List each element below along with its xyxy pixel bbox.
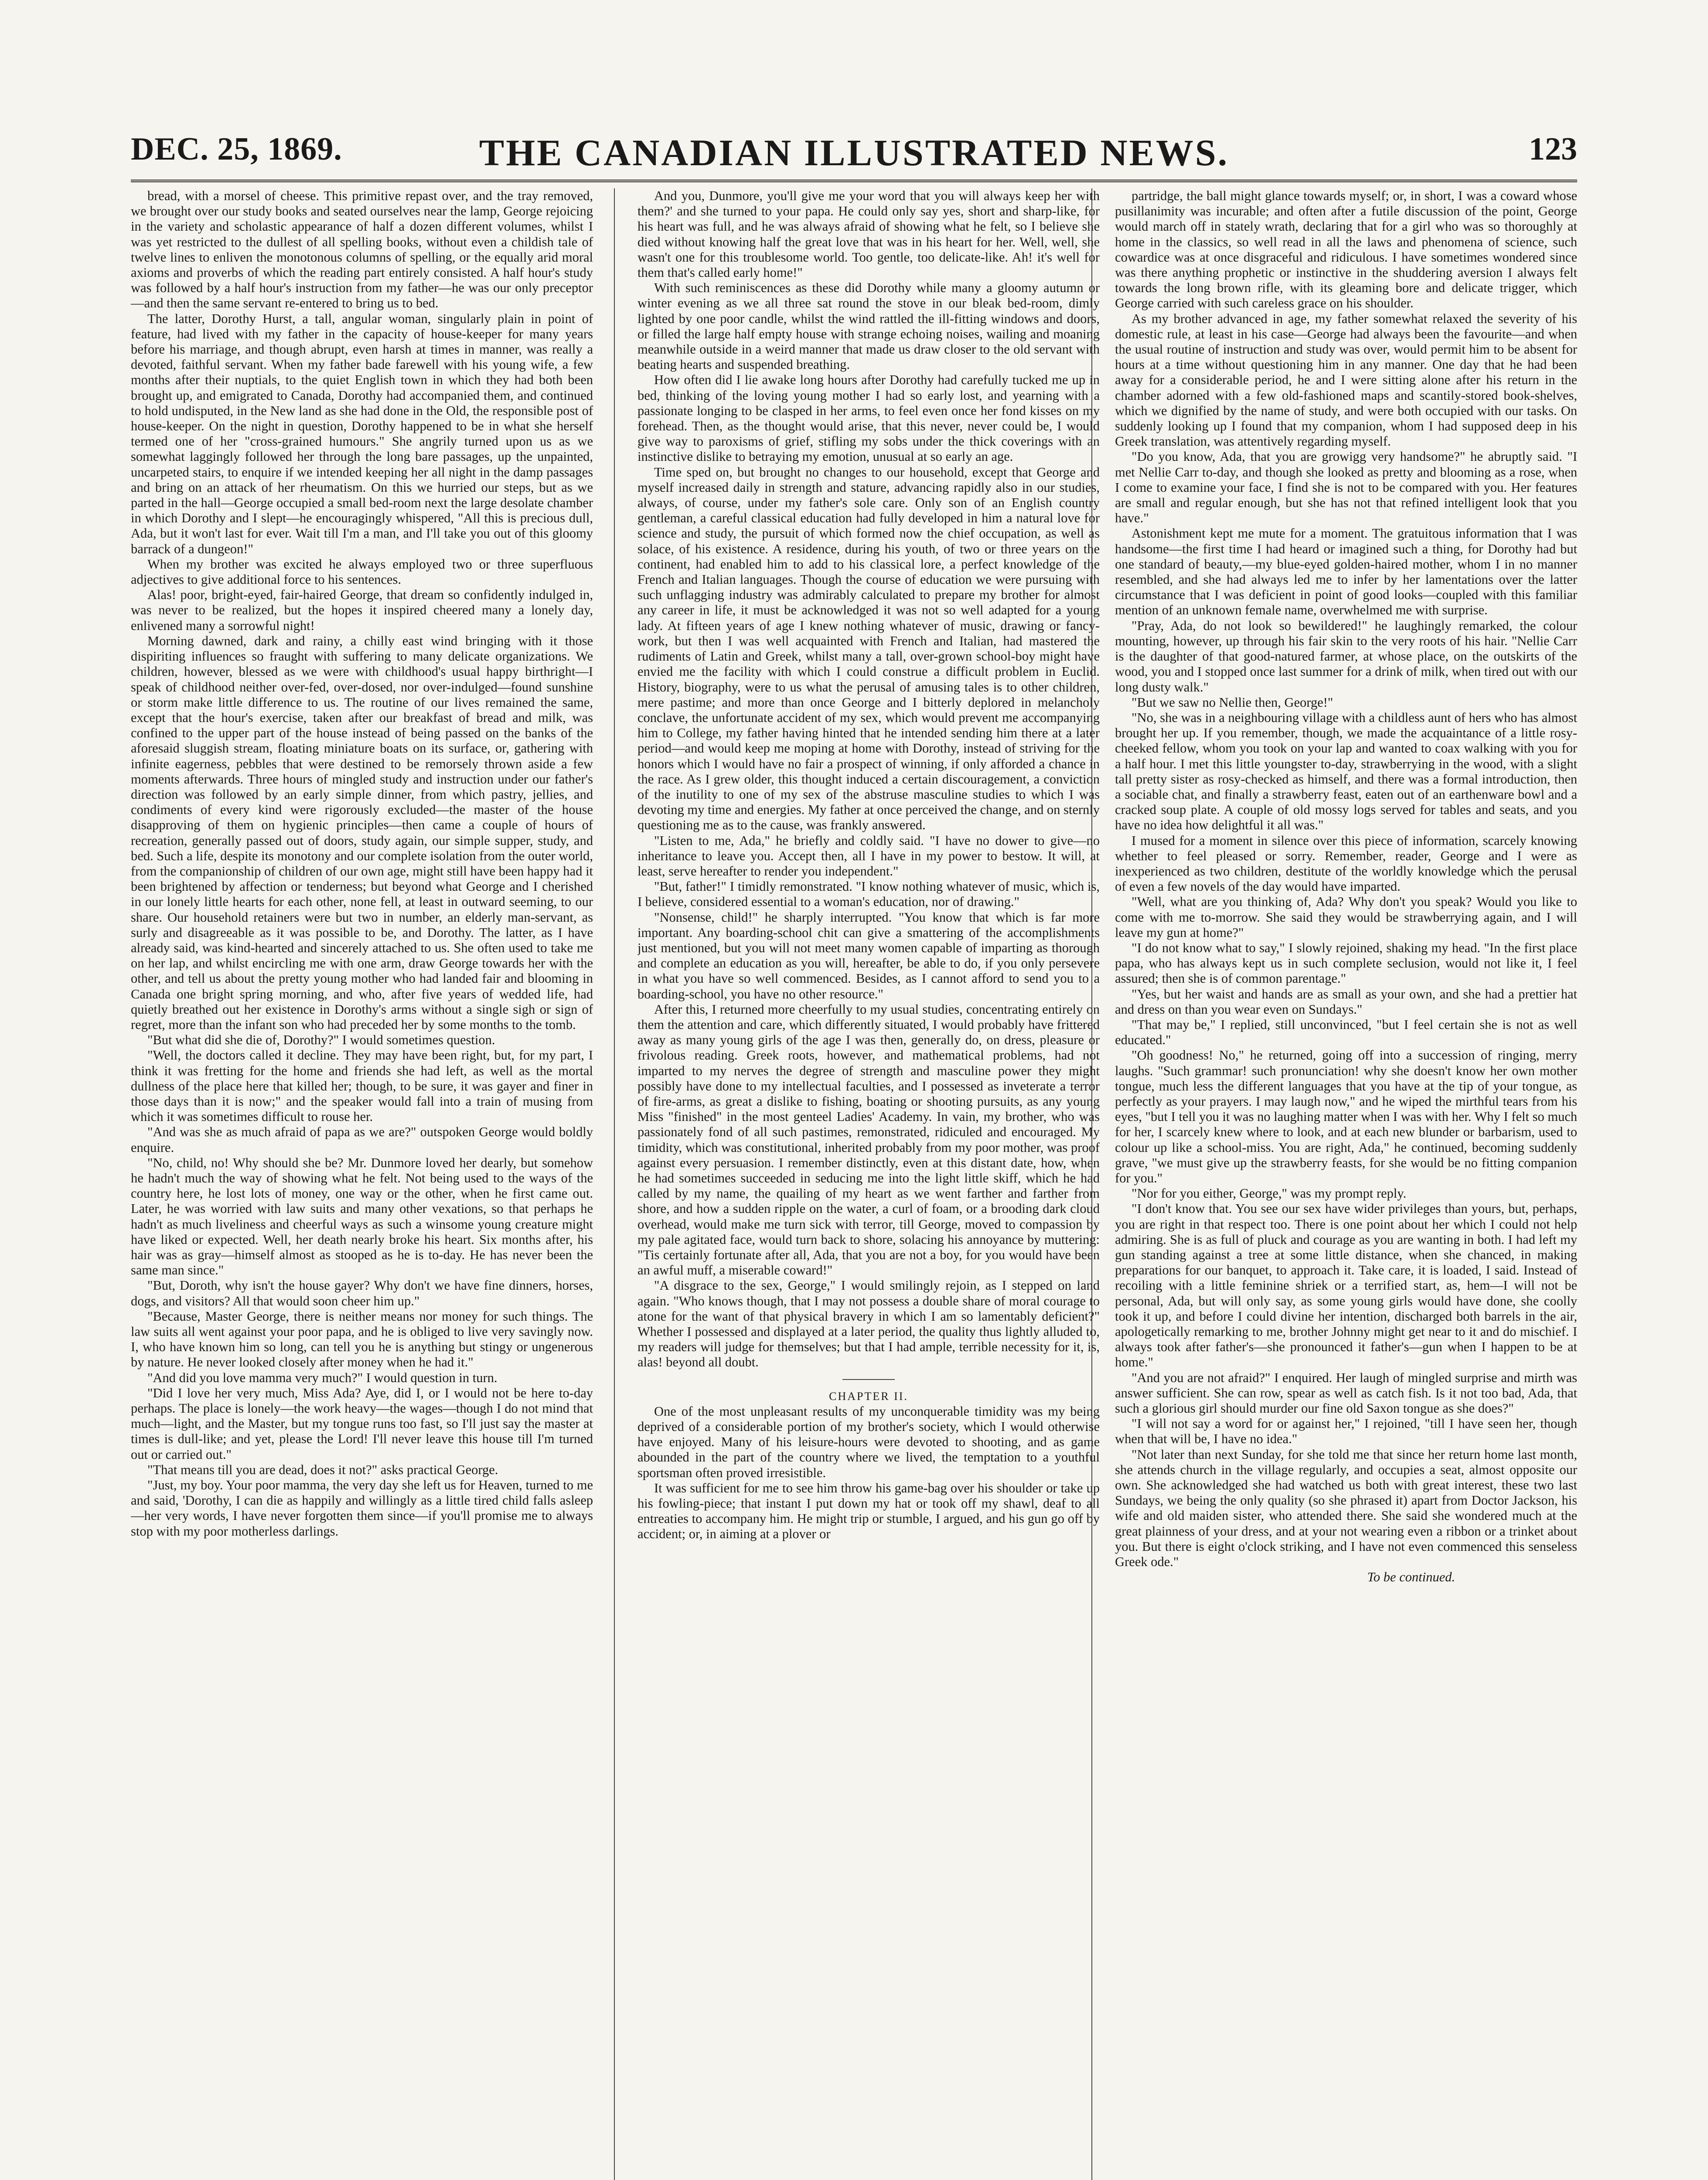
paragraph: With such reminiscences as these did Dorothy while many a gloomy autumn or winter evening as we all three sat round the stove in our bleak bed-room, dimly lighted by one poor candle, whilst the wind rattled the ill-fitting windows and doors, or filled the large half empty house with strange echoing noises, wailing and moaning meanwhile outside in a weird manner that made us draw closer to the old servant with beating hearts and suspended breathing. bbox=[638, 280, 1100, 372]
paragraph: "Yes, but her waist and hands are as small as your own, and she had a prettier hat and dress on than you wear even on Sundays." bbox=[1115, 986, 1577, 1017]
paragraph: "And you are not afraid?" I enquired. Her laugh of mingled surprise and mirth was answer sufficient. She can row, spear as well as catch fish. Is it not too bad, Ada, that such a glorious girl should murder our fine old Saxon tongue as she does?" bbox=[1115, 1370, 1577, 1416]
column-3 bbox=[1115, 188, 1577, 2180]
paragraph: Time sped on, but brought no changes to our household, except that George and myself increased daily in strength and stature, advancing rapidly also in our studies, always, of course, under my father's sole care. Only son of an English country gentleman, a careful classical education had fully developed in him a natural love for science and study, the pursuit of which formed now the chief occupation, as well as solace, of his existence. A residence, during his youth, of two or three years on the continent, had enabled him to add to his classical lore, a perfect knowledge of the French and Italian languages. Though the course of education we were pursuing with such unflagging industry was admirably calculated to prepare my brother for almost any career in life, it must be acknowledged it was not so well adapted for a young lady. At fifteen years of age I knew nothing whatever of music, drawing or fancy-work, but then I was well acquainted with French and Italian, had mastered the rudiments of Latin and Greek, whilst many a tall, over-grown school-boy might have envied me the facility with which I could construe a difficult problem in Euclid. History, biography, were to us what the perusal of amusing tales is to other children, mere pastime; and more than once George and I bitterly deplored in melancholy conclave, the unfortunate accident of my sex, which would prevent me accompanying him to College, my father having hinted that he intended sending him there at a later period—and would keep me moping at home with Dorothy, instead of striving for the honors which I would have no fair a prospect of winning, if only afforded a chance in the race. As I grew older, this thought induced a certain discouragement, a conviction of the inutility to one of my sex of the abstruse masculine studies to which I was devoting my time and energies. My father at once perceived the change, and on sternly questioning me as to the cause, was frankly answered. bbox=[638, 464, 1100, 833]
paragraph: bread, with a morsel of cheese. This primitive repast over, and the tray removed, we brought over our study books and seated ourselves near the lamp, George rejoicing in the variety and scholastic appearance of half a dozen different volumes, whilst I was yet restricted to the dullest of all spelling books, without even a childish tale of twelve lines to enliven the monotonous columns of spelling, or the equally arid moral axioms and proverbs of which the reading part entirely consisted. A half hour's study was followed by a half hour's instruction from my father—he was our only preceptor—and then the same servant re-entered to bring us to bed. bbox=[131, 188, 593, 311]
paragraph: Astonishment kept me mute for a moment. The gratuitous information that I was handsome—the first time I had heard or imagined such a thing, for Dorothy had but one standard of beauty,—my blue-eyed golden-haired mother, whom I in no manner resembled, and she had always led me to infer by her lamentations over the latter circumstance that I was deficient in point of good looks—coupled with this familiar mention of an unknown female name, overwhelmed me with surprise. bbox=[1115, 526, 1577, 618]
paragraph: One of the most unpleasant results of my unconquerable timidity was my being deprived of a considerable portion of my brother's society, which I would otherwise have enjoyed. Many of his leisure-hours were devoted to shooting, and as game abounded in the part of the country where we lived, the temptation to a youthful sportsman often proved irresistible. bbox=[638, 1403, 1100, 1480]
paragraph: "Nonsense, child!" he sharply interrupted. "You know that which is far more important. Any boarding-school chit can give a smattering of the accomplishments just mentioned, but you will not meet many women capable of imparting as thorough and complete an education as you will, hereafter, be able to do, if you only persevere in what you have so well commenced. Besides, as I cannot afford to send you to a boarding-school, you have no other resource." bbox=[638, 909, 1100, 1001]
paragraph: "Not later than next Sunday, for she told me that since her return home last month, she attends church in the village regularly, and occupies a seat, almost opposite our own. She acknowledged she had watched us both with great interest, these two last Sundays, we being the only quality (so she phrased it) apart from Doctor Jackson, his wife and old maiden sister, who attended there. She said she wondered much at the great plainness of your dress, and at your not wearing even a ribbon or a trinket about you. But there is eight o'clock striking, and I have not even commenced this senseless Greek ode." bbox=[1115, 1447, 1577, 1570]
paragraph: "A disgrace to the sex, George," I would smilingly rejoin, as I stepped on land again. "Who knows though, that I may not possess a double share of moral courage to atone for the want of that physical bravery in which I am so lamentably deficient?" Whether I possessed and displayed at a later period, the quality thus lightly alluded to, my readers will judge for themselves; but that I had ample, terrible necessity for it, is, alas! beyond all doubt. bbox=[638, 1278, 1100, 1370]
newspaper-title: THE CANADIAN ILLUSTRATED NEWS. bbox=[479, 132, 1229, 174]
text-columns bbox=[131, 188, 1577, 2180]
paragraph: "Just, my boy. Your poor mamma, the very day she left us for Heaven, turned to me and said, 'Dorothy, I can die as happily and willingly as a little tired child falls asleep—her very words, I have never forgotten them since—if you'll promise me to always stop with my poor motherless darlings. bbox=[131, 1478, 593, 1539]
page-number: 123 bbox=[1529, 131, 1577, 167]
paragraph: "I don't know that. You see our sex have wider privileges than yours, but, perhaps, you are right in that respect too. There is one point about her which I could not help admiring. She is as full of pluck and courage as you are wanting in both. I had left my gun standing against a tree at some little distance, when she chanced, in making preparations for our banquet, to approach it. Take care, it is loaded, I said. Instead of recoiling with a little feminine shriek or a terrified start, as, hem—I will not be personal, Ada, but will only say, as some young girls would have done, she coolly took it up, and before I could divine her intention, discharged both barrels in the air, apologetically remarking to me, brother Johnny might get near to it and do mischief. I always took after father's—she pronounced it father's—gun when I happen to be at home." bbox=[1115, 1201, 1577, 1370]
paragraph: "That means till you are dead, does it not?" asks practical George. bbox=[147, 1462, 498, 1477]
paragraph: partridge, the ball might glance towards myself; or, in short, I was a coward whose pusillanimity was incurable; and often after a futile discussion of the point, George would march off in stately wrath, declaring that for a girl who was so thoroughly at home in the classics, so well read in all the laws and phenomena of science, such cowardice was at once disgraceful and ridiculous. I have sometimes wondered since was there anything prophetic or instinctive in the shuddering aversion I always felt towards the long brown rifle, with its gleaming bore and delicate trigger, which George carried with such careless grace on his shoulder. bbox=[1115, 188, 1577, 311]
paragraph: "Well, the doctors called it decline. They may have been right, but, for my part, I think it was fretting for the home and friends she had left, as well as the mortal dullness of the place here that killed her; though, to be sure, it was gayer and finer in those days than it is now;" and the speaker would fall into a train of musing from which it was sometimes difficult to rouse her. bbox=[131, 1048, 593, 1124]
paragraph: How often did I lie awake long hours after Dorothy had carefully tucked me up in bed, thinking of the loving young mother I had so early lost, and yearning with a passionate longing to be clasped in her arms, to feel even once her fond kisses on my forehead. Then, as the thought would arise, that this never, never could be, I would give way to paroxisms of grief, stifling my sobs under the thick coverings with an instinctive dislike to betraying my emotion, unusual at so early an age. bbox=[638, 372, 1100, 464]
paragraph: As my brother advanced in age, my father somewhat relaxed the severity of his domestic rule, at least in his case—George had always been the favourite—and when the usual routine of instruction and study was over, would permit him to be absent for hours at a time without questioning him in any manner. One day that he had been away for a considerable period, he and I were sitting alone after his return in the chamber adorned with a few old-fashioned maps and scantily-stored book-shelves, which we dignified by the name of study, and were both occupied with our tasks. On suddenly looking up I found that my companion, whom I had supposed deep in his Greek translation, was attentively regarding myself. bbox=[1115, 311, 1577, 449]
paragraph: "That may be," I replied, still unconvinced, "but I feel certain she is not as well educated." bbox=[1115, 1017, 1577, 1048]
paragraph: When my brother was excited he always employed two or three superfluous adjectives to give additional force to his sentences. bbox=[131, 556, 593, 587]
column-separator bbox=[1091, 188, 1092, 2180]
issue-date: DEC. 25, 1869. bbox=[131, 131, 342, 167]
paragraph: The latter, Dorothy Hurst, a tall, angular woman, singularly plain in point of feature, had lived with my father in the capacity of house-keeper for many years before his marriage, and though abrupt, even harsh at times in manner, was really a devoted, faithful servant. When my father bade farewell with his young wife, a few months after their nuptials, to the quiet English town in which they had both been brought up, and emigrated to Canada, Dorothy had accompanied them, and continued to hold undisputed, in the New land as she had done in the Old, the responsible post of house-keeper. On the night in question, Dorothy happened to be in what she herself termed one of her "cross-grained humours." She angrily turned upon us as we somewhat laggingly followed her through the long bare passages, up the unpainted, uncarpeted stairs, to enquire if we intended keeping her all night in the damp passages and bring on an attack of her rheumatism. On this we hurried our steps, but as we parted in the hall—George occupied a small bed-room next the large desolate chamber in which Dorothy and I slept—he encouragingly whispered, "All this is precious dull, Ada, but it won't last for ever. Wait till I'm a man, and I'll take you out of this gloomy barrack of a dungeon!" bbox=[131, 311, 593, 556]
paragraph: "Because, Master George, there is neither means nor money for such things. The law suits all went against your poor papa, and he is obliged to live very savingly now. I, who have known him so long, can tell you he is anything but stingy or ungenerous by nature. He never looked closely after money when he had it." bbox=[131, 1308, 593, 1370]
column-2 bbox=[638, 188, 1100, 2180]
paragraph: "Listen to me, Ada," he briefly and coldly said. "I have no dower to give—no inheritance to leave you. Accept then, all I have in my power to bestow. It will, at least, serve hereafter to render you independent." bbox=[638, 833, 1100, 879]
masthead-rule bbox=[131, 180, 1577, 182]
paragraph: "Did I love her very much, Miss Ada? Aye, did I, or I would not be here to-day perhaps. The place is lonely—the work heavy—the wages—though I do not mind that much—light, and the Master, but my tongue runs too fast, so I'll just say the master at times is dull-like; and yet, please the Lord! I'll never leave this house till I'm turned out or carried out." bbox=[131, 1385, 593, 1462]
paragraph: Morning dawned, dark and rainy, a chilly east wind bringing with it those dispiriting influences so fraught with suffering to many delicate organizations. We children, however, blessed as we were with childhood's usual happy birthright—I speak of childhood neither over-fed, over-dosed, nor over-indulged—found sunshine or storm make little difference to us. The routine of our lives remained the same, except that the hour's exercise, taken after our breakfast of bread and milk, was confined to the upper part of the house instead of being passed on the banks of the aforesaid sluggish stream, floating miniature boats on its surface, or, gathering with infinite eagerness, pebbles that were destined to be remorsely thrown aside a few moments afterwards. Three hours of mingled study and instruction under our father's direction was followed by an early simple dinner, from which pastry, jellies, and condiments of every kind were rigorously excluded—the master of the house disapproving of them on hygienic principles—then came a couple of hours of recreation, generally passed out of doors, study again, our simple supper, study, and bed. Such a life, despite its monotony and our complete isolation from the outer world, from the companionship of children of our own age, might still have been happy had it been brightened by affection or tenderness; but beyond what George and I cherished in our lonely little hearts for each other, none fell, at least in outward seeming, to our share. Our household retainers were but two in number, an elderly man-servant, as surly and disagreeable as it was possible to be, and Dorothy. The latter, as I have already said, was kind-hearted and sincerely attached to us. She often used to take me on her lap, and whilst encircling me with one arm, draw George towards her with the other, and tell us about the pretty young mother who had landed fair and blooming in Canada one bright spring morning, and who, after five years of wedded life, had quietly breathed out her existence in Dorothy's arms without a single sigh or sign of regret, more than the infant son who had preceded her by some months to the tomb. bbox=[131, 633, 593, 1032]
paragraph: "And did you love mamma very much?" I would question in turn. bbox=[147, 1370, 498, 1385]
paragraph: "I do not know what to say," I slowly rejoined, shaking my head. "In the first place papa, who has always kept us in such complete seclusion, would not like it, I feel assured; then she is of common parentage." bbox=[1115, 940, 1577, 986]
paragraph: "Nor for you either, George," was my prompt reply. bbox=[1132, 1186, 1407, 1201]
paragraph: It was sufficient for me to see him throw his game-bag over his shoulder or take up his fowling-piece; that instant I put down my hat or took off my shawl, deaf to all entreaties to accompany him. He might trip or stumble, I argued, and his gun go off by accident; or, in aiming at a plover or bbox=[638, 1480, 1100, 1542]
paragraph: I mused for a moment in silence over this piece of information, scarcely knowing whether to feel pleased or sorry. Remember, reader, George and I were as inexperienced as two children, destitute of the worldly knowledge which the perusal of even a few novels of the day would have imparted. bbox=[1115, 833, 1577, 894]
paragraph: "Do you know, Ada, that you are growigg very handsome?" he abruptly said. "I met Nellie Carr to-day, and though she looked as pretty and blooming as a rose, when I come to examine your face, I find she is not to be compared with you. Her features are small and regular enough, but she has not that refined intelligent look that you have." bbox=[1115, 449, 1577, 526]
paragraph: "But, Doroth, why isn't the house gayer? Why don't we have fine dinners, horses, dogs, and visitors? All that would soon cheer him up." bbox=[131, 1278, 593, 1308]
paragraph: "But we saw no Nellie then, George!" bbox=[1132, 695, 1333, 710]
paragraph: "No, child, no! Why should she be? Mr. Dunmore loved her dearly, but somehow he hadn't much the way of showing what he felt. Not being used to the ways of the country here, he lost lots of money, one way or the other, when he first came out. Later, he was worried with law suits and many other vexations, so that perhaps he hadn't as much liveliness and cheerful ways as such a winsome young creature might have liked or expected. Well, her death nearly broke his heart. Six months after, his hair was as gray—himself almost as stooped as he is to-day. He has never been the same man since." bbox=[131, 1155, 593, 1278]
paragraph: "But what did she die of, Dorothy?" I would sometimes question. bbox=[147, 1032, 495, 1048]
paragraph: And you, Dunmore, you'll give me your word that you will always keep her with them?' and she turned to your papa. He could only say yes, short and sharp-like, for his heart was full, and he was always afraid of showing what he felt, so I believe she died without knowing half the great love that was in his heart for her. Well, well, she wasn't one for this troublesome world. Too gentle, too delicate-like. Ah! it's well for them that's called early home!" bbox=[638, 188, 1100, 280]
paragraph: "But, father!" I timidly remonstrated. "I know nothing whatever of music, which is, I believe, considered essential to a woman's education, nor of drawing." bbox=[638, 879, 1100, 909]
masthead bbox=[131, 131, 1577, 179]
paragraph: "And was she as much afraid of papa as we are?" outspoken George would boldly enquire. bbox=[131, 1124, 593, 1155]
paragraph: "I will not say a word for or against her," I rejoined, "till I have seen her, though when that will be, I have no idea." bbox=[1115, 1416, 1577, 1447]
paragraph: "Oh goodness! No," he returned, going off into a succession of ringing, merry laughs. "Such grammar! such pronunciation! why she doesn't know her own mother tongue, much less the different languages that you have at the tip of your tongue, as perfectly as your prayers. I may laugh now," and he wiped the mirthful tears from his eyes, "but I tell you it was no laughing matter when I was with her. Why I felt so much for her, I scarcely knew where to look, and at each new blunder or barbarism, used to colour up like a school-miss. You are right, Ada," he continued, becoming suddenly grave, "we must give up the strawberry feasts, for she would be no fitting companion for you." bbox=[1115, 1048, 1577, 1185]
paragraph: After this, I returned more cheerfully to my usual studies, concentrating entirely on them the attention and care, which differently situated, I would probably have frittered away as many young girls of the age I was then, generally do, on dress, pleasure or frivolous reading. Greek roots, however, and mathematical problems, had not imparted to my nerves the degree of strength and masculine power they might possibly have done to my intellectual faculties, and I possessed as inveterate a terror of fire-arms, as great a dislike to fishing, boating or shooting pursuits, as any young Miss "finished" in the most genteel Ladies' Academy. In vain, my brother, who was passionately fond of all such pastimes, remonstrated, ridiculed and encouraged. My timidity, which was constitutional, inherited probably from my poor mother, was proof against every persuasion. I remember distinctly, even at this distant date, how, when he had sometimes succeeded in seducing me into the light little skiff, which he had called by my name, the quailing of my heart as we went farther and farther from shore, and how a sudden ripple on the water, a curl of foam, or a brooding dark cloud overhead, would make me turn sick with terror, till George, moved to compassion by my pale agitated face, would turn back to shore, solacing his annoyance by muttering: "Tis certainly fortunate after all, Ada, that you are not a boy, for you would have been an awful muff, a miserable coward!" bbox=[638, 1001, 1100, 1278]
paragraph: "No, she was in a neighbouring village with a childless aunt of hers who has almost brought her up. If you remember, though, we made the acquaintance of a little rosy-cheeked fellow, whom you took on your lap and wanted to coax walking with you for a half hour. I met this little youngster to-day, strawberrying in the wood, with a slight tall pretty sister as rosy-checked as himself, and there was a formal introduction, then a sociable chat, and finally a strawberry feast, eaten out of an earthenware bowl and a cracked soup plate. A couple of old mossy logs served for tables and seats, and you have no idea how delightful it all was." bbox=[1115, 710, 1577, 833]
paragraph: "Pray, Ada, do not look so bewildered!" he laughingly remarked, the colour mounting, however, up through his fair skin to the very roots of his hair. "Nellie Carr is the daughter of that good-natured farmer, at whose place, on the outskirts of the wood, you and I stopped once last summer for a drink of milk, when tired out with our long dusty walk." bbox=[1115, 618, 1577, 695]
column-1 bbox=[131, 188, 593, 2180]
chapter-rule bbox=[842, 1379, 895, 1380]
chapter-heading: CHAPTER II. bbox=[829, 1390, 908, 1403]
paragraph: "Well, what are you thinking of, Ada? Why don't you speak? Would you like to come with me to-morrow. She said they would be strawberrying again, and I will leave my gun at home?" bbox=[1115, 894, 1577, 940]
paragraph: Alas! poor, bright-eyed, fair-haired George, that dream so confidently indulged in, was never to be realized, but the hopes it inspired cheered many a lonely day, enlivened many a sorrowful night! bbox=[131, 587, 593, 633]
to-be-continued: To be continued. bbox=[1367, 1570, 1455, 1585]
column-separator bbox=[614, 188, 615, 2180]
